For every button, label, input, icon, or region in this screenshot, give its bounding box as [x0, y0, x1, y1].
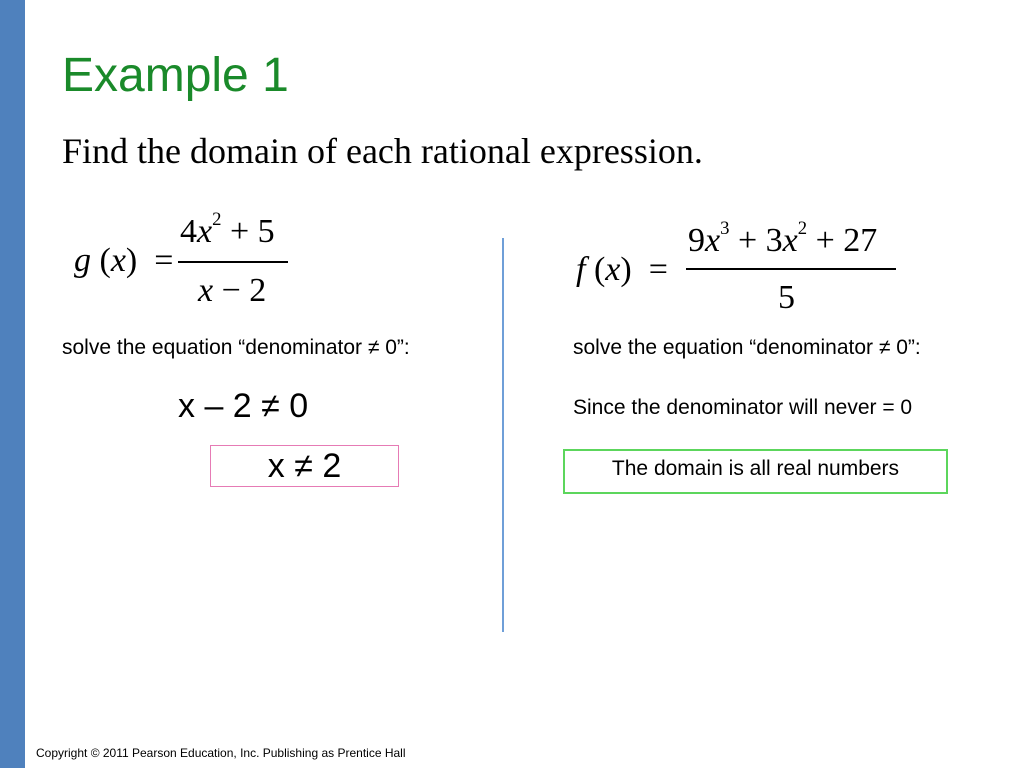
f-term3: + 27	[815, 222, 878, 259]
g-num-rest: + 5	[229, 213, 275, 250]
f-term2-var: x	[782, 222, 798, 259]
g-function-var: x	[110, 242, 126, 279]
f-term2-exp: 2	[797, 218, 808, 240]
g-den-rest: − 2	[221, 272, 267, 309]
paren-close: )	[620, 251, 632, 288]
left-answer-box: x ≠ 2	[210, 445, 399, 487]
g-num-exp: 2	[212, 209, 222, 231]
g-function-name: g	[74, 242, 91, 279]
f-function-name: f	[576, 251, 586, 288]
g-denominator	[198, 272, 266, 310]
g-function-label	[74, 242, 173, 280]
right-answer-box: The domain is all real numbers	[563, 449, 948, 494]
slide-subtitle: Find the domain of each rational expression.	[62, 131, 703, 171]
left-step-text: solve the equation “denominator ≠ 0”:	[62, 336, 410, 359]
left-equation: x – 2 ≠ 0	[178, 387, 309, 425]
g-num-var: x	[197, 213, 213, 250]
f-term1-var: x	[705, 222, 721, 259]
equals-sign: =	[640, 251, 668, 288]
side-accent-bar	[0, 0, 25, 768]
f-term1-coef: 9	[688, 222, 705, 259]
f-function-label	[576, 251, 668, 289]
paren-open: (	[593, 251, 606, 288]
right-since-text: Since the denominator will never = 0	[573, 396, 913, 419]
g-num-coef: 4	[180, 213, 197, 250]
f-numerator	[688, 218, 878, 260]
paren-open: (	[99, 242, 111, 279]
g-fraction-bar	[178, 261, 288, 263]
paren-close: )	[125, 242, 138, 279]
f-function-var: x	[605, 251, 621, 288]
copyright-footer: Copyright © 2011 Pearson Education, Inc. Publishing as Prentice Hall	[36, 746, 406, 760]
f-term2-pre: + 3	[737, 222, 783, 259]
column-divider	[502, 238, 504, 632]
g-den-var: x	[198, 272, 214, 309]
f-denominator: 5	[778, 279, 795, 316]
f-fraction-bar	[686, 268, 896, 270]
g-numerator	[180, 209, 275, 251]
slide-title: Example 1	[62, 49, 289, 102]
f-term1-exp: 3	[720, 218, 730, 240]
equals-sign: =	[145, 242, 174, 279]
right-step-text: solve the equation “denominator ≠ 0”:	[573, 336, 921, 359]
